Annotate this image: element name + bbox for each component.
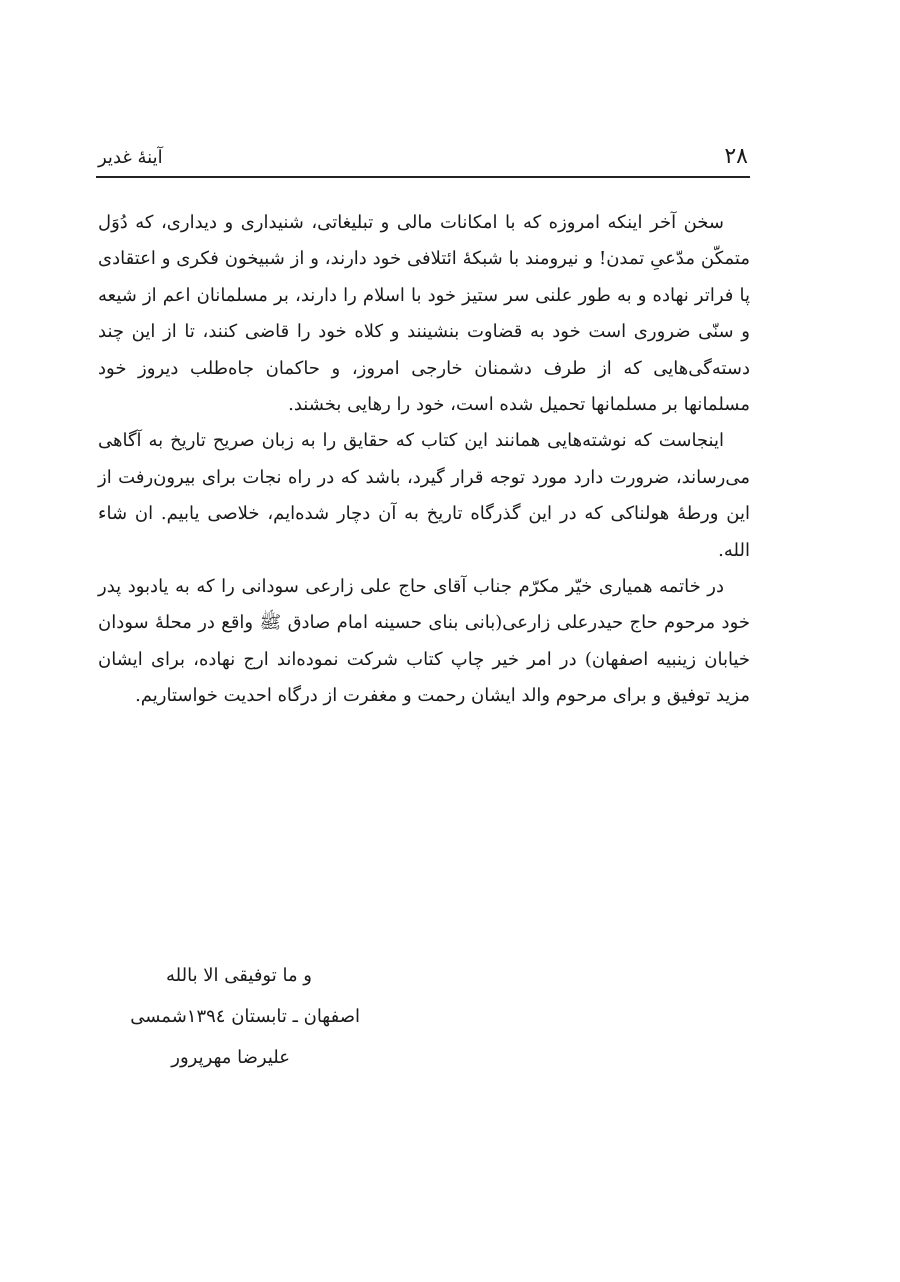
page-number: ۲۸ — [724, 144, 748, 169]
closing-invocation: و ما توفیقی الا بالله — [165, 965, 312, 986]
closing-place-date: اصفهان ـ تابستان ۱۳۹٤شمسی — [130, 1006, 360, 1027]
page-header — [96, 140, 750, 178]
paragraph-1: سخن آخر اینکه امروزه که با امکانات مالی و تبلیغاتی، شنیداری و دیداری، که دُوَل متمکّن مدّعیِ تمدن! و نیرومند با شبکهٔ ائتلافی خود دارند، و از شبیخون فکری و اعتقادی پا فراتر نهاده و به طور علنی سر ستیز خود با اسلام را دارند، بر مسلمانان اعم از شیعه و سنّی ضروری است خود به قضاوت بنشینند و کلاه خود را قاضی کنند، تا از این چند دسته‌گی‌هایی که از طرف دشمنان خارجی امروز، و حاکمان جاه‌طلب دیروز خود مسلمانها بر مسلمانها تحمیل شده است، خود را رهایی بخشند. — [98, 212, 750, 416]
paragraph-2: اینجاست که نوشته‌هایی همانند این کتاب که حقایق را به زبان صریح تاریخ به آگاهی می‌رساند، ضرورت دارد مورد توجه قرار گیرد، باشد که در راه نجات برای بیرون‌رفت از این ورطهٔ هولناکی که در این گذرگاه تاریخ به آن دچار شده‌ایم، خلاصی یابیم. ان شاء الله. — [98, 430, 750, 561]
closing-block — [100, 955, 360, 1078]
closing-author: علیرضا مهرپرور — [171, 1047, 290, 1068]
body-text — [98, 205, 750, 715]
running-title: آینهٔ غدیر — [98, 147, 163, 168]
paragraph-3: در خاتمه همیاری خیّر مکرّم جناب آقای حاج علی زارعی سودانی را که به یادبود پدر خود مرحوم حاج حیدرعلی زارعی(بانی بنای حسینه امام صادق ﷺ واقع در محلهٔ سودان خیابان زینبیه اصفهان) در امر خیر چاپ کتاب شرکت نموده‌اند ارج نهاده، برای ایشان مزید توفیق و برای مرحوم والد ایشان رحمت و مغفرت از درگاه احدیت خواستاریم. — [98, 576, 750, 707]
